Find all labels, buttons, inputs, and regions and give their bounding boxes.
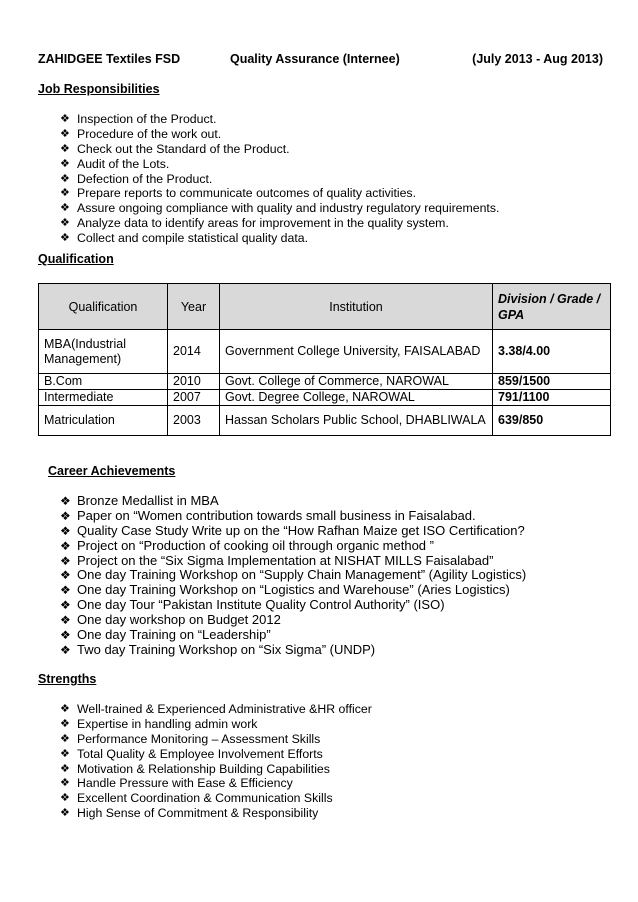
column-header: Qualification — [39, 284, 168, 330]
list-item: ❖ Audit of the Lots. — [60, 156, 170, 171]
table-cell: B.Com — [39, 374, 168, 390]
table-row — [39, 330, 611, 374]
list-item: ❖ One day Tour “Pakistan Institute Quality Control Authority” (ISO) — [60, 597, 445, 613]
diamond-bullet-icon: ❖ — [60, 777, 70, 790]
table-cell: 2010 — [168, 374, 220, 390]
job-responsibilities-list — [60, 112, 499, 246]
diamond-bullet-icon: ❖ — [60, 807, 70, 820]
diamond-bullet-icon: ❖ — [60, 732, 70, 745]
list-item: ❖ Defection of the Product. — [60, 171, 213, 186]
career-achievements-list — [60, 494, 526, 658]
diamond-bullet-icon: ❖ — [60, 583, 71, 598]
list-item: ❖ Total Quality & Employee Involvement Efforts — [60, 746, 323, 761]
diamond-bullet-icon: ❖ — [60, 142, 70, 155]
table-cell: 2007 — [168, 390, 220, 406]
list-item: ❖ Check out the Standard of the Product. — [60, 141, 290, 156]
list-item: ❖ Prepare reports to communicate outcomes of quality activities. — [60, 186, 416, 201]
diamond-bullet-icon: ❖ — [60, 568, 71, 583]
list-item: ❖ One day Training Workshop on “Supply Chain Management” (Agility Logistics) — [60, 567, 527, 583]
table-cell: Government College University, FAISALABAD — [220, 330, 493, 374]
diamond-bullet-icon: ❖ — [60, 113, 70, 125]
table-cell: 3.38/4.00 — [493, 330, 611, 374]
diamond-bullet-icon: ❖ — [60, 202, 70, 215]
list-item: ❖ Excellent Coordination & Communication Skills — [60, 791, 333, 806]
diamond-bullet-icon: ❖ — [60, 508, 71, 523]
table-cell: Hassan Scholars Public School, DHABLIWALA — [220, 406, 493, 436]
job-period: (July 2013 - Aug 2013) — [472, 52, 603, 66]
table-cell: Govt. Degree College, NAROWAL — [220, 390, 493, 406]
list-item: ❖ One day Training on “Leadership” — [60, 627, 271, 643]
strengths-title: Strengths — [38, 672, 97, 686]
table-cell: Matriculation — [39, 406, 168, 436]
list-item: ❖ Project on “Production of cooking oil through organic method ” — [60, 537, 434, 553]
diamond-bullet-icon: ❖ — [60, 628, 71, 643]
diamond-bullet-icon: ❖ — [60, 642, 71, 657]
diamond-bullet-icon: ❖ — [60, 717, 70, 730]
qualification-table — [38, 283, 611, 436]
diamond-bullet-icon: ❖ — [60, 538, 71, 553]
list-item: ❖ Assure ongoing compliance with quality and industry regulatory requirements. — [60, 201, 500, 216]
diamond-bullet-icon: ❖ — [60, 792, 70, 805]
diamond-bullet-icon: ❖ — [60, 217, 70, 230]
diamond-bullet-icon: ❖ — [60, 747, 70, 760]
list-item: ❖ Performance Monitoring – Assessment Skills — [60, 731, 321, 746]
table-header-row — [39, 284, 611, 330]
list-item: ❖ One day Training Workshop on “Logistics and Warehouse” (Aries Logistics) — [60, 582, 510, 598]
diamond-bullet-icon: ❖ — [60, 762, 70, 775]
diamond-bullet-icon: ❖ — [60, 187, 70, 200]
diamond-bullet-icon: ❖ — [60, 523, 71, 538]
table-cell: 639/850 — [493, 406, 611, 436]
list-item: ❖ Expertise in handling admin work — [60, 716, 258, 731]
job-header — [38, 52, 603, 70]
table-cell: 791/1100 — [493, 390, 611, 406]
column-header: Institution — [220, 284, 493, 330]
list-item: ❖ High Sense of Commitment & Responsibility — [60, 806, 319, 821]
company-name: ZAHIDGEE Textiles FSD — [38, 52, 181, 66]
table-cell: 2014 — [168, 330, 220, 374]
diamond-bullet-icon: ❖ — [60, 613, 71, 628]
table-row — [39, 390, 611, 406]
table-cell: 859/1500 — [493, 374, 611, 390]
job-role: Quality Assurance (Internee) — [230, 52, 400, 66]
list-item: ❖ Analyze data to identify areas for improvement in the quality system. — [60, 216, 449, 231]
table-cell: MBA(Industrial Management) — [39, 330, 168, 374]
list-item: ❖ Procedure of the work out. — [60, 126, 222, 141]
list-item: ❖ Project on the “Six Sigma Implementation at NISHAT MILLS Faisalabad” — [60, 552, 494, 568]
list-item: ❖ Bronze Medallist in MBA — [60, 493, 219, 508]
list-item: ❖ One day workshop on Budget 2012 — [60, 612, 281, 628]
career-achievements-title: Career Achievements — [48, 464, 176, 478]
diamond-bullet-icon: ❖ — [60, 157, 70, 170]
table-cell: 2003 — [168, 406, 220, 436]
list-item: ❖ Motivation & Relationship Building Capabilities — [60, 761, 330, 776]
list-item: ❖ Handle Pressure with Ease & Efficiency — [60, 776, 293, 791]
diamond-bullet-icon: ❖ — [60, 703, 70, 715]
list-item: ❖ Inspection of the Product. — [60, 112, 217, 126]
list-item: ❖ Paper on “Women contribution towards small business in Faisalabad. — [60, 507, 476, 523]
qualification-title: Qualification — [38, 252, 114, 266]
diamond-bullet-icon: ❖ — [60, 172, 70, 185]
list-item: ❖ Two day Training Workshop on “Six Sigma” (UNDP) — [60, 641, 376, 657]
list-item: ❖ Quality Case Study Write up on the “How Rafhan Maize get ISO Certification? — [60, 522, 525, 538]
strengths-list — [60, 702, 372, 821]
diamond-bullet-icon: ❖ — [60, 127, 70, 140]
table-row — [39, 374, 611, 390]
column-header: Division / Grade / GPA — [493, 284, 611, 330]
table-cell: Intermediate — [39, 390, 168, 406]
list-item: ❖ Collect and compile statistical quality data. — [60, 231, 309, 246]
list-item: ❖ Well-trained & Experienced Administrative &HR officer — [60, 702, 372, 716]
diamond-bullet-icon: ❖ — [60, 598, 71, 613]
diamond-bullet-icon: ❖ — [60, 232, 70, 245]
diamond-bullet-icon: ❖ — [60, 553, 71, 568]
column-header: Year — [168, 284, 220, 330]
job-responsibilities-title: Job Responsibilities — [38, 82, 160, 96]
diamond-bullet-icon: ❖ — [60, 494, 71, 508]
table-cell: Govt. College of Commerce, NAROWAL — [220, 374, 493, 390]
table-row — [39, 406, 611, 436]
